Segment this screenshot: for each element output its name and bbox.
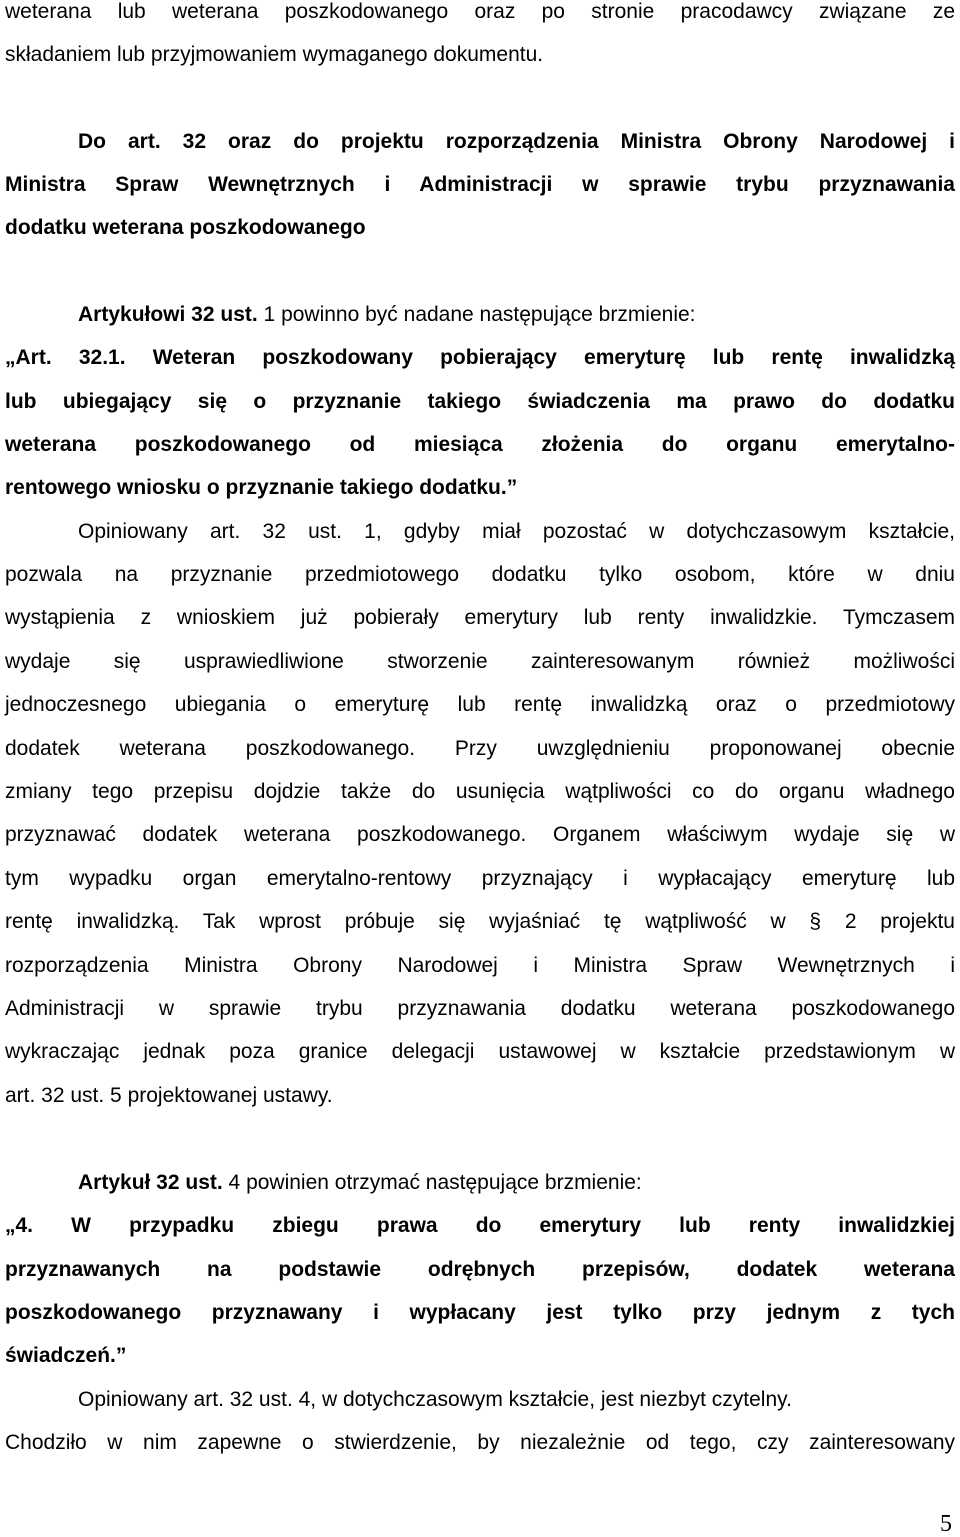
- paragraph-line: Chodziło w nim zapewne o stwierdzenie, by niezależnie od tego, czy zainteresowany: [5, 1431, 955, 1454]
- section-heading-line: dodatku weterana poszkodowanego: [5, 216, 366, 239]
- paragraph-line: składaniem lub przyjmowaniem wymaganego dokumentu.: [5, 43, 544, 66]
- paragraph-line: Opiniowany art. 32 ust. 4, w dotychczasowym kształcie, jest niezbyt czytelny.: [78, 1388, 792, 1411]
- amendment-intro-text: 1 powinno być nadane następujące brzmienie:: [257, 303, 696, 326]
- paragraph-line: jednoczesnego ubiegania o emeryturę lub rentę inwalidzką oraz o przedmiotowy: [5, 693, 955, 716]
- section-heading-line: Do art. 32 oraz do projektu rozporządzenia Ministra Obrony Narodowej i: [78, 130, 955, 153]
- proposed-text-line: weterana poszkodowanego od miesiąca złożenia do organu emerytalno-: [5, 433, 955, 456]
- amendment-intro-text: 4 powinien otrzymać następujące brzmienie:: [222, 1171, 642, 1194]
- section-heading-line: Ministra Spraw Wewnętrznych i Administracji w sprawie trybu przyznawania: [5, 173, 955, 196]
- proposed-text-line: lub ubiegający się o przyznanie takiego świadczenia ma prawo do dodatku: [5, 390, 955, 413]
- page-number: 5: [940, 1511, 952, 1537]
- amendment-intro-bold: Artykułowi 32 ust.: [78, 303, 258, 326]
- proposed-text-line: „Art. 32.1. Weteran poszkodowany pobierający emeryturę lub rentę inwalidzką: [5, 346, 955, 369]
- paragraph-line: zmiany tego przepisu dojdzie także do usunięcia wątpliwości co do organu władnego: [5, 780, 955, 803]
- paragraph-line: wystąpienia z wnioskiem już pobierały emerytury lub renty inwalidzkie. Tymczasem: [5, 606, 955, 629]
- proposed-text-line: poszkodowanego przyznawany i wypłacany jest tylko przy jednym z tych: [5, 1301, 955, 1324]
- paragraph-line: tym wypadku organ emerytalno-rentowy przyznający i wypłacający emeryturę lub: [5, 867, 955, 890]
- paragraph-line: Administracji w sprawie trybu przyznawania dodatku weterana poszkodowanego: [5, 997, 955, 1020]
- proposed-text-line: świadczeń.”: [5, 1344, 127, 1367]
- paragraph-line: rozporządzenia Ministra Obrony Narodowej i Ministra Spraw Wewnętrznych i: [5, 954, 955, 977]
- paragraph-line: rentę inwalidzką. Tak wprost próbuje się wyjaśniać tę wątpliwość w § 2 projektu: [5, 910, 955, 933]
- paragraph-line: Opiniowany art. 32 ust. 1, gdyby miał pozostać w dotychczasowym kształcie,: [78, 520, 955, 543]
- paragraph-line: wydaje się usprawiedliwione stworzenie zainteresowanym również możliwości: [5, 650, 955, 673]
- paragraph-line: pozwala na przyznanie przedmiotowego dodatku tylko osobom, które w dniu: [5, 563, 955, 586]
- paragraph-line: wykraczając jednak poza granice delegacji ustawowej w kształcie przedstawionym w: [5, 1040, 955, 1063]
- amendment-intro: [78, 302, 955, 328]
- paragraph-line: art. 32 ust. 5 projektowanej ustawy.: [5, 1084, 333, 1107]
- proposed-text-line: „4. W przypadku zbiegu prawa do emerytury lub renty inwalidzkiej: [5, 1214, 955, 1237]
- amendment-intro: [78, 1170, 955, 1196]
- amendment-intro-bold: Artykuł 32 ust.: [78, 1171, 223, 1194]
- paragraph-line: przyznawać dodatek weterana poszkodowanego. Organem właściwym wydaje się w: [5, 823, 955, 846]
- paragraph-line: weterana lub weterana poszkodowanego oraz po stronie pracodawcy związane ze: [5, 0, 955, 23]
- paragraph-line: dodatek weterana poszkodowanego. Przy uwzględnieniu proponowanej obecnie: [5, 737, 955, 760]
- proposed-text-line: rentowego wniosku o przyznanie takiego dodatku.”: [5, 476, 518, 499]
- proposed-text-line: przyznawanych na podstawie odrębnych przepisów, dodatek weterana: [5, 1258, 955, 1281]
